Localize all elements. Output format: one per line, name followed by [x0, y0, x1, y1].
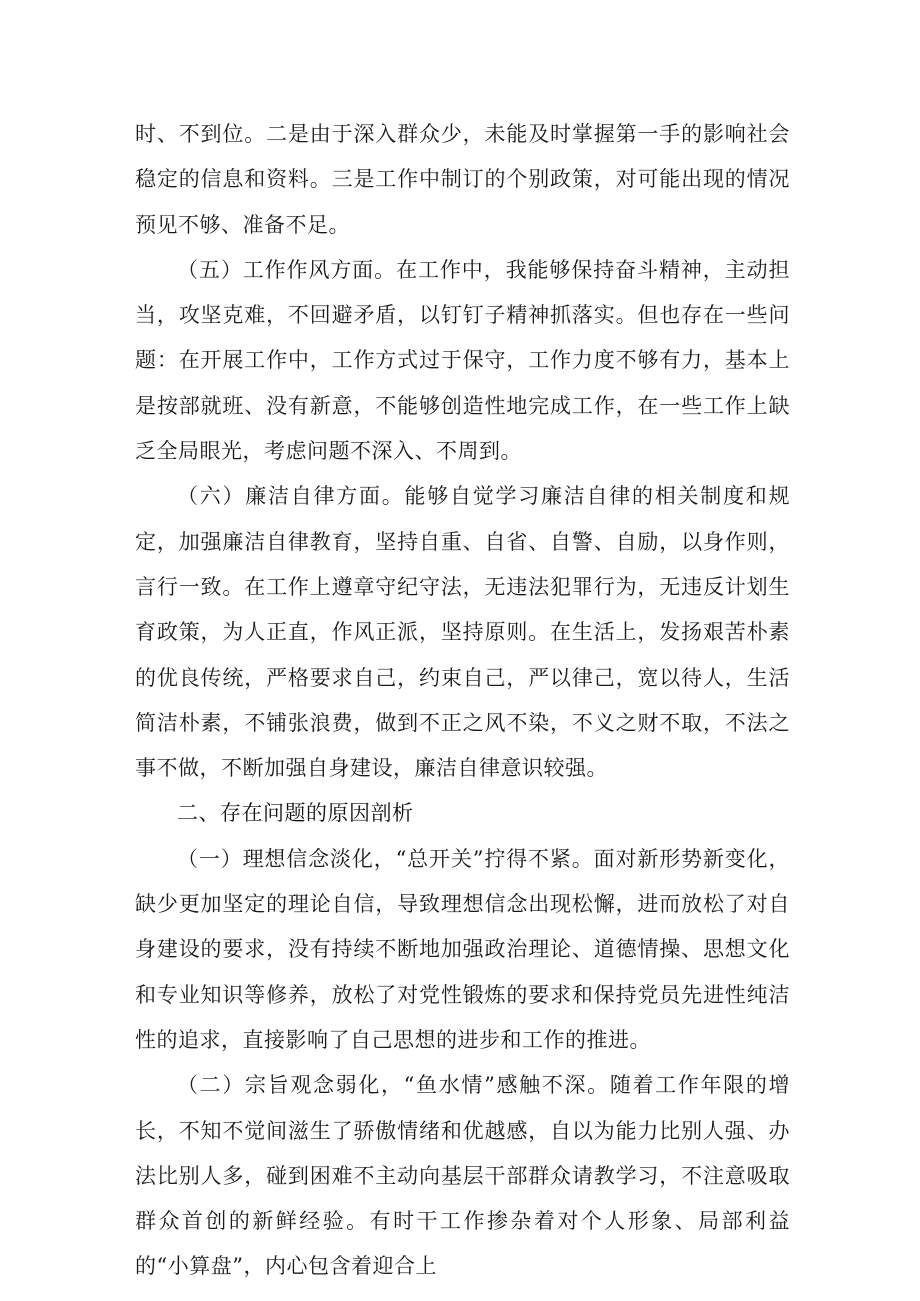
document-body	[135, 112, 790, 1290]
paragraph-continuation: 时、不到位。二是由于深入群众少，未能及时掌握第一手的影响社会稳定的信息和资料。三是工作中制订的个别政策，对可能出现的情况预见不够、准备不足。	[135, 122, 790, 237]
paragraph-ideals: （一）理想信念淡化，“总开关”拧得不紧。面对新形势新变化，缺少更加坚定的理论自信，导致理想信念出现松懈，进而放松了对自身建设的要求，没有持续不断地加强政治理论、道德情操、思想文化和专业知识等修养，放松了对党性锻炼的要求和保持党员先进性纯洁性的追求，直接影响了自己思想的进步和工作的推进。	[135, 846, 790, 1052]
paragraph-integrity: （六）廉洁自律方面。能够自觉学习廉洁自律的相关制度和规定，加强廉洁自律教育，坚持自重、自省、自警、自励，以身作则，言行一致。在工作上遵章守纪守法，无违法犯罪行为，无违反计划生育政策，为人正直，作风正派，坚持原则。在生活上，发扬艰苦朴素的优良传统，严格要求自己，约束自己，严以律己，宽以待人，生活简洁朴素，不铺张浪费，做到不正之风不染，不义之财不取，不法之事不做，不断加强自身建设，廉洁自律意识较强。	[135, 484, 790, 781]
paragraph-work-style: （五）工作作风方面。在工作中，我能够保持奋斗精神，主动担当，攻坚克难，不回避矛盾，以钉钉子精神抓落实。但也存在一些问题：在开展工作中，工作方式过于保守，工作力度不够有力，基本上是按部就班、没有新意，不能够创造性地完成工作，在一些工作上缺乏全局眼光，考虑问题不深入、不周到。	[135, 257, 790, 464]
section-heading: 二、存在问题的原因剖析	[177, 801, 414, 826]
paragraph-purpose: （二）宗旨观念弱化，“鱼水情”感触不深。随着工作年限的增长，不知不觉间滋生了骄傲情绪和优越感，自以为能力比别人强、办法比别人多，碰到困难不主动向基层干部群众请教学习，不注意吸取群众首创的新鲜经验。有时干工作掺杂着对个人形象、局部利益的“小算盘”，内心包含着迎合上	[135, 1073, 790, 1279]
